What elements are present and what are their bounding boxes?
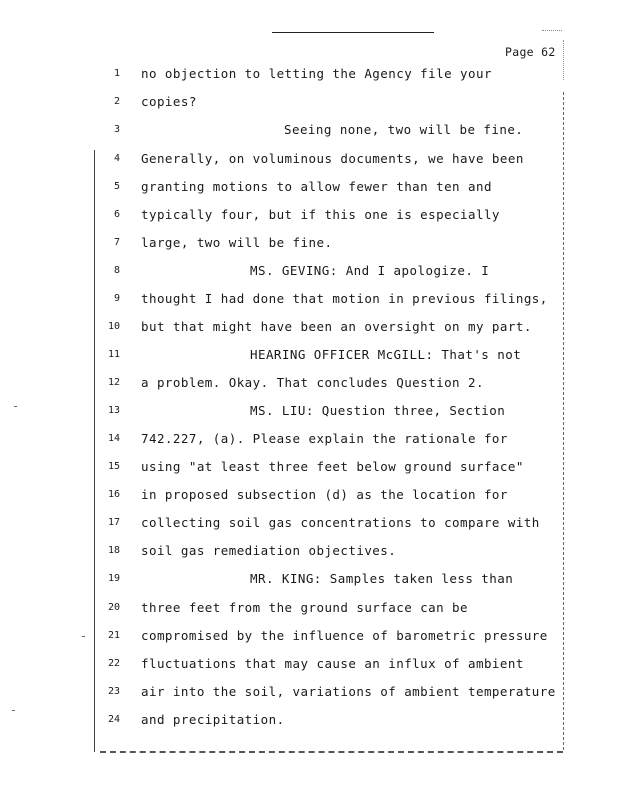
line-text: Generally, on voluminous documents, we have been (141, 151, 524, 166)
transcript-line (0, 261, 618, 281)
line-text: large, two will be fine. (141, 235, 333, 250)
line-text: MS. GEVING: And I apologize. I (250, 263, 490, 278)
line-number: 1 (113, 68, 120, 79)
line-text: thought I had done that motion in previous filings, (141, 291, 548, 306)
transcript-line (0, 120, 618, 140)
line-text: MR. KING: Samples taken less than (250, 571, 514, 586)
transcript-line (0, 485, 618, 505)
top-rule (272, 32, 434, 33)
transcript-line (0, 345, 618, 365)
line-text: compromised by the influence of barometric pressure (141, 628, 548, 643)
transcript-line (0, 64, 618, 84)
line-number: 3 (113, 124, 120, 135)
line-text: a problem. Okay. That concludes Question 2. (141, 375, 484, 390)
line-number: 11 (107, 349, 120, 360)
line-number: 17 (107, 517, 120, 528)
page-number: Page 62 (505, 45, 556, 59)
line-number: 7 (113, 237, 120, 248)
line-number: 14 (107, 433, 120, 444)
transcript-line (0, 654, 618, 674)
transcript-line (0, 429, 618, 449)
line-number: 21 (107, 630, 120, 641)
line-text: using "at least three feet below ground surface" (141, 459, 524, 474)
bottom-margin-border (100, 751, 563, 753)
line-text: MS. LIU: Question three, Section (250, 403, 506, 418)
transcript-line (0, 457, 618, 477)
line-number: 19 (107, 573, 120, 584)
line-text: three feet from the ground surface can be (141, 600, 469, 615)
line-text: copies? (141, 94, 197, 109)
transcript-line (0, 682, 618, 702)
line-text: soil gas remediation objectives. (141, 543, 397, 558)
line-number: 24 (107, 714, 120, 725)
line-number: 12 (107, 377, 120, 388)
line-number: 20 (107, 602, 120, 613)
transcript-line (0, 541, 618, 561)
line-number: 10 (107, 321, 120, 332)
line-text: air into the soil, variations of ambient temperature (141, 684, 556, 699)
transcript-line (0, 92, 618, 112)
transcript-line (0, 149, 618, 169)
line-text: in proposed subsection (d) as the location for (141, 487, 508, 502)
transcript-line (0, 710, 618, 730)
transcript-line (0, 205, 618, 225)
line-text: collecting soil gas concentrations to compare with (141, 515, 540, 530)
transcript-line (0, 233, 618, 253)
line-text: typically four, but if this one is especially (141, 207, 500, 222)
transcript-line (0, 401, 618, 421)
line-text: no objection to letting the Agency file your (141, 66, 492, 81)
line-text: 742.227, (a). Please explain the rationale for (141, 431, 508, 446)
line-text: Seeing none, two will be fine. (284, 122, 524, 137)
transcript-line (0, 569, 618, 589)
line-number: 9 (113, 293, 120, 304)
transcript-line (0, 513, 618, 533)
line-number: 23 (107, 686, 120, 697)
corner-mark (542, 30, 562, 31)
line-text: granting motions to allow fewer than ten and (141, 179, 492, 194)
line-text: HEARING OFFICER McGILL: That's not (250, 347, 522, 362)
line-number: 4 (113, 153, 120, 164)
line-number: 13 (107, 405, 120, 416)
line-number: 18 (107, 545, 120, 556)
line-text: and precipitation. (141, 712, 285, 727)
line-number: 16 (107, 489, 120, 500)
line-number: 15 (107, 461, 120, 472)
transcript-line (0, 598, 618, 618)
transcript-line (0, 177, 618, 197)
transcript-line (0, 373, 618, 393)
line-number: 5 (113, 181, 120, 192)
line-number: 22 (107, 658, 120, 669)
line-number: 8 (113, 265, 120, 276)
line-text: but that might have been an oversight on my part. (141, 319, 532, 334)
line-number: 2 (113, 96, 120, 107)
transcript-line (0, 317, 618, 337)
line-text: fluctuations that may cause an influx of ambient (141, 656, 524, 671)
line-number: 6 (113, 209, 120, 220)
transcript-line (0, 626, 618, 646)
transcript-line (0, 289, 618, 309)
